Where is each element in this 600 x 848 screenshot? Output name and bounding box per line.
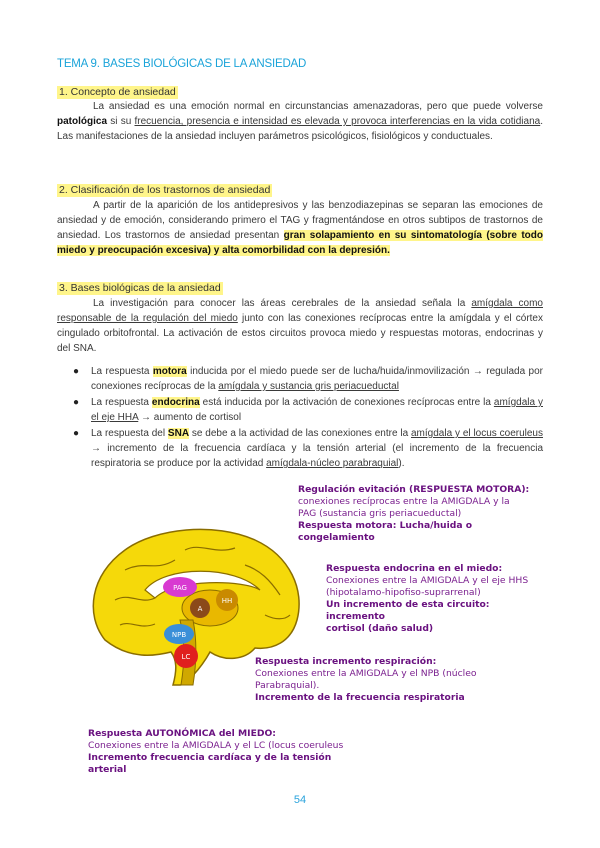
- annotation-motora: [298, 484, 543, 544]
- npb-label: NPB: [171, 631, 187, 639]
- section-heading-concepto: 1. Concepto de ansiedad: [59, 86, 176, 98]
- text-run: La ansiedad es una emoción normal en circunstancias amenazadoras, pero que puede volverse: [93, 101, 543, 112]
- underlined-term: amígdala y el eje HHA: [91, 397, 543, 423]
- section-heading-clasificacion: 2. Clasificación de los trastornos de ansiedad: [59, 184, 271, 196]
- hh-label: HH: [221, 597, 233, 605]
- annotation-line: cortisol (daño salud): [326, 623, 434, 634]
- text-run: La respuesta: [91, 366, 153, 377]
- bold-term: patológica: [57, 116, 108, 127]
- text-run: . Las manifestaciones de la ansiedad incluyen parámetros psicológicos, fisiológicos y conductuales.: [57, 116, 543, 142]
- underlined-term: amígdala y sustancia gris periacueductal: [218, 381, 399, 392]
- annotation-line: Respuesta motora: Lucha/huida o: [298, 520, 473, 531]
- annotation-endocrina: [326, 563, 546, 635]
- list-item: [57, 364, 543, 394]
- page-number: 54: [293, 794, 307, 806]
- bullet-icon: ●: [73, 428, 80, 439]
- annotation-title: Respuesta incremento respiración:: [255, 656, 437, 667]
- bullet-icon: ●: [73, 366, 80, 377]
- text-run: La respuesta: [91, 397, 152, 408]
- bold-highlighted-term: endocrina: [151, 397, 200, 408]
- annotation-autonomica: [88, 728, 388, 776]
- paragraph-concepto: [57, 99, 543, 144]
- bold-highlighted-term: SNA: [167, 428, 190, 439]
- section-heading-bases: 3. Bases biológicas de la ansiedad: [59, 282, 221, 294]
- annotation-line: congelamiento: [298, 532, 375, 543]
- annotation-title: Regulación evitación (RESPUESTA MOTORA):: [298, 484, 530, 495]
- paragraph-bases: [57, 296, 543, 356]
- lc-label: LC: [181, 653, 191, 661]
- text-run: junto con las conexiones recíprocas entre la amígdala y el córtex cingulado orbitofrontal. La activación de estos circuitos provoca miedo y respuestas motoras, endocrinas y del SNA.: [57, 313, 543, 354]
- bullet-icon: ●: [73, 397, 80, 408]
- annotation-respiracion: [255, 656, 515, 704]
- text-run: si su: [107, 116, 135, 127]
- text-run: A partir de la aparición de los antidepresivos y las benzodiazepinas se separan las emociones de ansiedad y de emoción, considerando primero el TAG y fragmentándose en otros subtipos de trastornos de ansiedad. Los trastornos de ansiedad presentan: [57, 200, 543, 241]
- annotation-title: Respuesta AUTONÓMICA del MIEDO:: [88, 728, 276, 739]
- text-run: → incremento de la frecuencia cardíaca y la tensión arterial (el incremento de la frecuencia respiratoria se produce por la actividad: [91, 443, 543, 469]
- annotation-line: PAG (sustancia gris periacueductal): [298, 508, 462, 519]
- text-run: inducida por el miedo puede ser de lucha/huida/inmovilización → regulada por conexiones recíprocas de la: [91, 366, 543, 392]
- annotation-line: Conexiones entre la AMIGDALA y el LC (locus coeruleus: [88, 740, 344, 751]
- text-run: → aumento de cortisol: [138, 412, 242, 423]
- paragraph-clasificacion: [57, 198, 543, 258]
- underlined-term: amígdala y el locus coeruleus: [411, 428, 543, 439]
- bullet-list: [57, 364, 543, 472]
- amygdala-label: A: [197, 605, 203, 613]
- annotation-line: Incremento frecuencia cardíaca y de la tensión: [88, 752, 332, 763]
- annotation-line: Un incremento de esta circuito: incremento: [326, 599, 490, 622]
- annotation-line: Conexiones entre la AMIGDALA y el NPB (núcleo: [255, 668, 477, 679]
- annotation-line: conexiones recíprocas entre la AMIGDALA y la: [298, 496, 510, 507]
- annotation-line: Incremento de la frecuencia respiratoria: [255, 692, 465, 703]
- annotation-title: Respuesta endocrina en el miedo:: [326, 563, 503, 574]
- annotation-line: Conexiones entre la AMIGDALA y el eje HHS: [326, 575, 529, 586]
- underlined-term: amígdala como responsable de la regulación del miedo: [57, 298, 543, 324]
- text-run: La respuesta del: [91, 428, 168, 439]
- underlined-term: frecuencia, presencia e intensidad es elevada y provoca interferencias en la vida cotidiana: [134, 116, 541, 127]
- text-run: se debe a la actividad de las conexiones entre la: [189, 428, 411, 439]
- annotation-line: (hipotalamo-hipofiso-suprarrenal): [326, 587, 481, 598]
- text-run: ).: [398, 458, 405, 469]
- underlined-term: amígdala-núcleo parabraquial: [266, 458, 399, 469]
- pag-label: PAG: [173, 584, 187, 592]
- text-run: La investigación para conocer las áreas cerebrales de la ansiedad señala la: [93, 298, 472, 309]
- bold-highlighted-term: gran solapamiento en su sintomatología (sobre todo miedo y preocupación excesiva) y alta comorbilidad con la depresión.: [57, 230, 543, 256]
- list-item: [57, 395, 543, 425]
- annotation-line: Parabraquial).: [255, 680, 320, 691]
- list-item: [57, 426, 543, 471]
- page-title: TEMA 9. BASES BIOLÓGICAS DE LA ANSIEDAD: [57, 58, 307, 70]
- text-run: está inducida por la activación de conexiones recíprocas entre la: [199, 397, 494, 408]
- annotation-line: arterial: [88, 764, 127, 775]
- bold-highlighted-term: motora: [152, 366, 187, 377]
